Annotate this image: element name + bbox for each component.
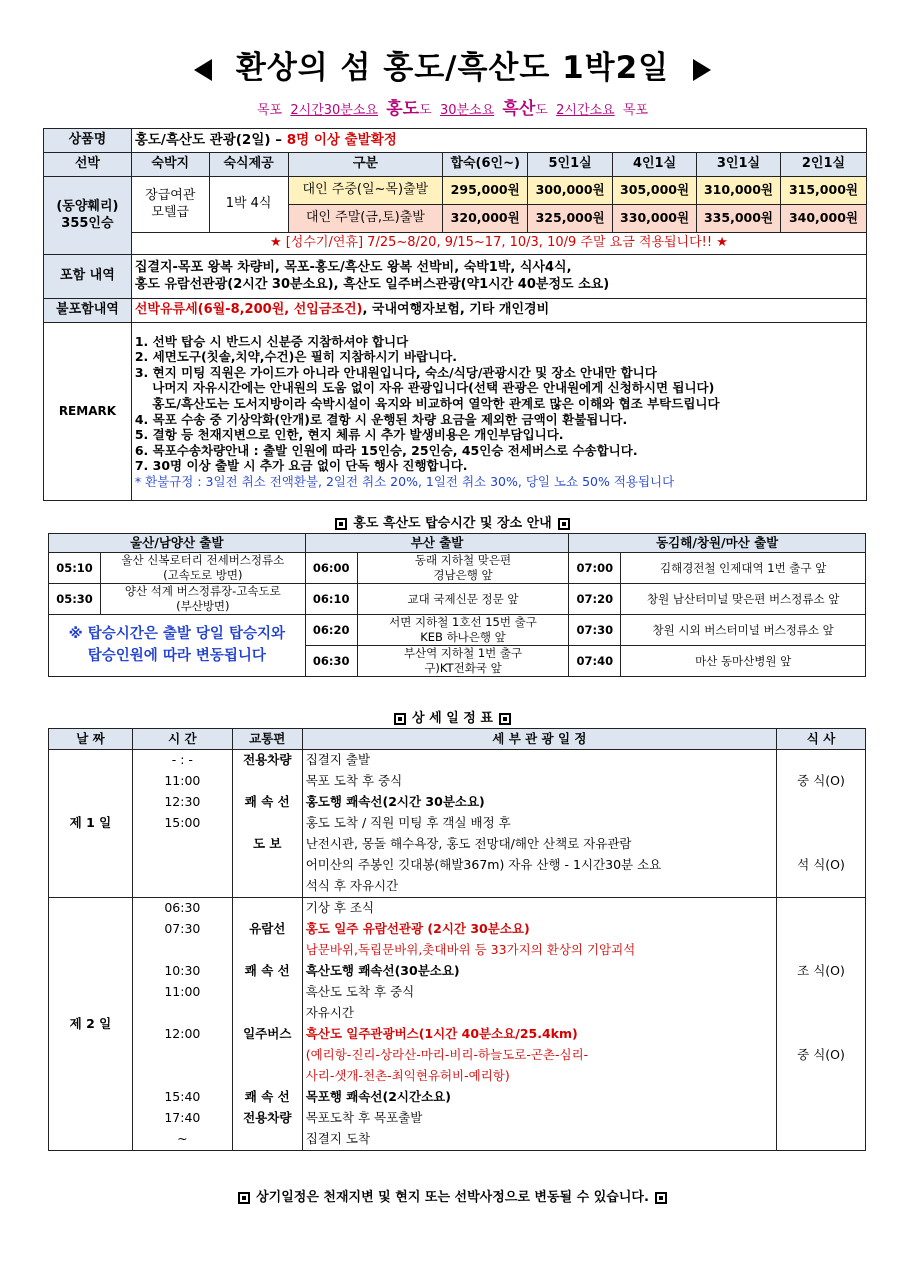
sched-transport [232,1129,302,1151]
sched-desc: 목포 도착 후 중식 [302,771,776,792]
included-label: 포함 내역 [44,255,132,299]
sched-meal [777,1108,866,1129]
route-heuksan: 흑산 [502,99,536,119]
sched-time [132,1003,232,1024]
product-table [43,128,867,501]
sched-transport: 도 보 [232,834,302,855]
sched-time: 12:30 [132,792,232,813]
sched-transport: 일주버스 [232,1024,302,1045]
pickup-place: 마산 동마산병원 앞 [621,646,866,677]
sched-meal [777,792,866,813]
sched-desc: 사리-샛개-천촌-최익현유허비-예리항) [302,1066,776,1087]
sched-desc: 목포행 쾌속선(2시간소요) [302,1087,776,1108]
sched-desc: 남문바위,독립문바위,촛대바위 등 33가지의 환상의 기암괴석 [302,940,776,961]
sched-meal [777,1066,866,1087]
price-cell: 315,000원 [780,177,866,205]
footer-notice: 상기일정은 천재지변 및 현지 또는 선박사정으로 변동될 수 있습니다. [0,1186,905,1205]
sched-meal [777,940,866,961]
sched-meal: 중 식(O) [777,771,866,792]
sched-time [132,834,232,855]
product-name: 홍도/흑산도 관광(2일) – 8명 이상 출발확정 [131,129,866,153]
sched-time: 07:30 [132,919,232,940]
remark-item: 4. 목포 수송 중 기상악화(안개)로 결항 시 운행된 차량 요금을 제외한 금액이 환불됩니다. [134,411,628,427]
sched-transport: 쾌 속 선 [232,1087,302,1108]
sched-desc: 난전시관, 몽돌 해수욕장, 홍도 전망대/해안 산책로 자유관람 [302,834,776,855]
sched-time: 11:00 [132,771,232,792]
pickup-time: 07:00 [569,553,621,584]
sched-transport [232,1045,302,1066]
price-header-row: 선박 숙박지 숙식제공 구분 합숙(6인~) 5인1실 4인1실 3인1실 2인1실 [44,153,867,177]
sched-desc: 흑산도 일주관광버스(1시간 40분소요/25.4km) [302,1024,776,1045]
sched-meal [777,1024,866,1045]
sched-desc: 자유시간 [302,1003,776,1024]
lodging: 장급여관 모텔급 [131,177,209,233]
col-itinerary: 세 부 관 광 일 정 [302,729,776,750]
price-cell: 320,000원 [443,205,528,233]
square-bullet-icon [655,1192,667,1204]
pickup-notice: ※ 탑승시간은 출발 당일 탑승지와 탑승인원에 따라 변동됩니다 [49,615,306,677]
price-cell: 295,000원 [443,177,528,205]
remark-item: 나머지 자유시간에는 안내원의 도움 없이 자유 관광입니다(선택 관광은 안내원에게 신청하시면 됩니다) [134,380,715,396]
page-title: 환상의 섬 홍도/흑산도 1박2일 [0,42,905,87]
sched-transport [232,876,302,898]
pickup-place: 창원 남산터미널 맞은편 버스정류소 앞 [621,584,866,615]
day-2-label: 제 2 일 [49,898,133,1151]
pickup-place: 양산 석계 버스정류장-고속도로 (부산방면) [100,584,305,615]
remark-item: 홍도/흑산도는 도서지방이라 숙박시설이 육지와 비교하여 열악한 관계로 많은 이해와 협조 부탁드립니다 [134,395,720,411]
sched-meal [777,1129,866,1151]
sched-transport [232,855,302,876]
pickup-place: 김해경전철 인제대역 1번 출구 앞 [621,553,866,584]
route-line [0,94,905,119]
pickup-time: 05:10 [49,553,101,584]
sched-time: 06:30 [132,898,232,920]
sched-meal: 중 식(O) [777,1045,866,1066]
sched-meal [777,919,866,940]
pickup-place: 부산역 지하철 1번 출구 구)KT전화국 앞 [357,646,569,677]
square-bullet-icon [238,1192,250,1204]
confirm-text: 8명 이상 출발확정 [286,131,397,148]
remark-item: 3. 현지 미팅 직원은 가이드가 아니라 안내원입니다, 숙소/식당/관광시간 및 장소 안내만 합니다 [134,364,657,380]
sched-transport [232,771,302,792]
sched-desc: (예리항-진리-상라산-마리-비리-하늘도로-곤촌-심리- [302,1045,776,1066]
pickup-time: 06:10 [305,584,357,615]
sched-time: 12:00 [132,1024,232,1045]
sched-desc: 어미산의 주봉인 깃대봉(해발367m) 자유 산행 - 1시간30분 소요 [302,855,776,876]
ship-name: (동양훼리) 355인승 [44,177,132,255]
sched-meal [777,750,866,772]
route-mokpo-end: 목포 [622,103,649,118]
sched-meal: 조 식(O) [777,961,866,982]
col-date: 날 짜 [49,729,133,750]
sched-transport [232,898,302,920]
route-time-2: 30분소요 [439,103,495,118]
remark-item: 1. 선박 탑승 시 반드시 신분증 지참하셔야 합니다 [134,333,409,349]
sched-time: 15:40 [132,1087,232,1108]
remark-list [131,323,866,501]
remark-item: 2. 세면도구(칫솔,치약,수건)은 필히 지참하시기 바랍니다. [134,349,458,365]
route-mokpo-start: 목포 [256,103,283,118]
sched-meal [777,813,866,834]
pickup-place: 동래 지하철 맞은편 경남은행 앞 [357,553,569,584]
route-time-3: 2시간소요 [556,103,615,118]
pickup-time: 07:40 [569,646,621,677]
sched-desc: 흑산도 도착 후 중식 [302,982,776,1003]
sched-meal [777,982,866,1003]
sched-desc: 목포도착 후 목포출발 [302,1108,776,1129]
pickup-group-ulsan: 울산/남양산 출발 [49,534,306,553]
price-cell: 340,000원 [780,205,866,233]
sched-transport [232,1003,302,1024]
pickup-place: 교대 국제신문 정문 앞 [357,584,569,615]
sched-time: 10:30 [132,961,232,982]
square-bullet-icon [335,518,347,530]
sched-time: ~ [132,1129,232,1151]
route-hongdo: 홍도 [386,99,420,119]
price-cell: 310,000원 [697,177,781,205]
weekend-type: 대인 주말(금,토)출발 [288,205,443,233]
sched-transport: 전용차량 [232,750,302,772]
excluded-text: 선박유류세(6월-8,200원, 선입금조건), 국내여행자보험, 기타 개인경비 [131,299,866,323]
sched-desc: 집결지 출발 [302,750,776,772]
sched-transport [232,982,302,1003]
included-text: 집결지-목포 왕복 차량비, 목포-홍도/흑산도 왕복 선박비, 숙박1박, 식사4식, 홍도 유람선관광(2시간 30분소요), 흑산도 일주버스관광(약1시간 40분정도 소요) [131,255,866,299]
pickup-time: 07:20 [569,584,621,615]
pickup-group-busan: 부산 출발 [305,534,569,553]
schedule-table [48,728,866,1151]
price-cell: 300,000원 [528,177,613,205]
weekday-type: 대인 주중(일~목)출발 [288,177,443,205]
sched-meal [777,876,866,898]
sched-meal [777,898,866,920]
square-bullet-icon [558,518,570,530]
sched-meal [777,834,866,855]
sched-transport [232,813,302,834]
pickup-time: 06:30 [305,646,357,677]
sched-transport [232,940,302,961]
pickup-time: 07:30 [569,615,621,646]
price-cell: 305,000원 [613,177,697,205]
sched-desc: 홍도행 쾌속선(2시간 30분소요) [302,792,776,813]
route-do-suffix-1: 도 [419,103,432,118]
pickup-heading: 홍도 흑산도 탑승시간 및 장소 안내 [0,512,905,531]
triangle-right-icon [693,59,711,81]
col-transport: 교통편 [232,729,302,750]
route-time-1: 2시간30분소요 [290,103,378,118]
sched-desc: 홍도 도착 / 직원 미팅 후 객실 배정 후 [302,813,776,834]
pickup-time: 05:30 [49,584,101,615]
product-name-label: 상품명 [44,129,132,153]
remark-label: REMARK [44,323,132,501]
sched-time: - : - [132,750,232,772]
sched-time [132,855,232,876]
sched-time: 15:00 [132,813,232,834]
day-1-label: 제 1 일 [49,750,133,898]
pickup-place: 서면 지하철 1호선 15번 출구 KEB 하나은행 앞 [357,615,569,646]
pickup-place: 창원 시외 버스터미널 버스정류소 앞 [621,615,866,646]
remark-item: 5. 결항 등 천재지변으로 인한, 현지 체류 시 추가 발생비용은 개인부담입니다. [134,427,564,443]
sched-meal: 석 식(O) [777,855,866,876]
sched-desc: 기상 후 조식 [302,898,776,920]
sched-time [132,1066,232,1087]
remark-item: 7. 30명 이상 출발 시 추가 요금 없이 단독 행사 진행합니다. [134,458,468,474]
sched-meal [777,1003,866,1024]
pickup-time: 06:00 [305,553,357,584]
pickup-place: 울산 신복로터리 전세버스정류소 (고속도로 방면) [100,553,305,584]
pickup-table [48,533,866,677]
sched-desc: 석식 후 자유시간 [302,876,776,898]
sched-transport: 쾌 속 선 [232,961,302,982]
col-time: 시 간 [132,729,232,750]
excluded-label: 불포함내역 [44,299,132,323]
sched-time: 11:00 [132,982,232,1003]
sched-transport: 전용차량 [232,1108,302,1129]
sched-desc: 집결지 도착 [302,1129,776,1151]
schedule-heading: 상 세 일 정 표 [0,707,905,726]
price-cell: 335,000원 [697,205,781,233]
pickup-time: 06:20 [305,615,357,646]
refund-policy: * 환불규정 : 3일전 취소 전액환불, 2일전 취소 20%, 1일전 취소 30%, 당일 노쇼 50% 적용됩니다 [134,473,675,489]
remark-item: 6. 목포수송차량안내 : 출발 인원에 따라 15인승, 25인승, 45인승 전세버스로 수송합니다. [134,442,638,458]
sched-time [132,1045,232,1066]
price-cell: 330,000원 [613,205,697,233]
square-bullet-icon [499,713,511,725]
sched-transport [232,1066,302,1087]
price-cell: 325,000원 [528,205,613,233]
pickup-group-gimhae: 동김해/창원/마산 출발 [569,534,866,553]
sched-transport: 쾌 속 선 [232,792,302,813]
meals: 1박 4식 [209,177,288,233]
sched-transport: 유람선 [232,919,302,940]
peak-season-notice: ★ [성수기/연휴] 7/25~8/20, 9/15~17, 10/3, 10/9 주말 요금 적용됩니다!! ★ [131,233,866,255]
sched-time [132,876,232,898]
sched-time [132,940,232,961]
route-do-suffix-2: 도 [535,103,548,118]
square-bullet-icon [394,713,406,725]
triangle-left-icon [194,59,212,81]
sched-desc: 홍도 일주 유람선관광 (2시간 30분소요) [302,919,776,940]
col-meal: 식 사 [777,729,866,750]
sched-meal [777,1087,866,1108]
sched-desc: 흑산도행 쾌속선(30분소요) [302,961,776,982]
sched-time: 17:40 [132,1108,232,1129]
